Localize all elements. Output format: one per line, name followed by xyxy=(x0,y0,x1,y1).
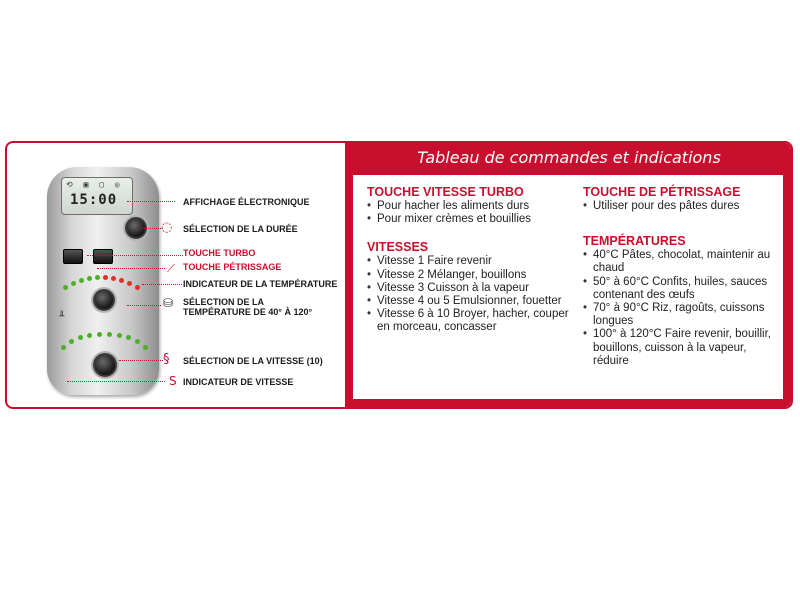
leader-line xyxy=(119,360,163,361)
section-title-temperatures: TEMPÉRATURES xyxy=(583,234,686,249)
temperature-knob[interactable] xyxy=(93,289,115,311)
callout-temperature-selection: SÉLECTION DE LA TEMPÉRATURE DE 40° À 120° xyxy=(183,297,313,317)
callout-duration-selection: SÉLECTION DE LA DURÉE xyxy=(183,224,298,234)
list-item: • 50° à 60°C Confits, huiles, sauces contenant des œufs xyxy=(583,276,779,302)
speed-indicator-icon: S xyxy=(169,374,177,388)
callout-speed-selection: SÉLECTION DE LA VITESSE (10) xyxy=(183,356,323,366)
leader-line xyxy=(142,284,182,285)
vitesses-list xyxy=(367,255,572,334)
lcd-time: 15:00 xyxy=(70,192,118,208)
speed-led xyxy=(97,332,102,337)
leader-line xyxy=(127,305,161,306)
speed-icon: § xyxy=(163,352,170,367)
temperature-led xyxy=(87,276,92,281)
list-item: • Utiliser pour des pâtes dures xyxy=(583,200,779,213)
temperature-led xyxy=(111,276,116,281)
timer-icon: ◌ xyxy=(161,220,173,235)
list-item: • Vitesse 1 Faire revenir xyxy=(367,255,572,268)
callout-electronic-display: AFFICHAGE ÉLECTRONIQUE xyxy=(183,197,310,207)
right-column xyxy=(583,185,779,382)
speed-led xyxy=(135,339,140,344)
callout-temperature-indicator: INDICATEUR DE LA TEMPÉRATURE xyxy=(183,279,338,289)
left-column xyxy=(367,185,572,349)
lcd-display xyxy=(61,177,133,215)
page-title: Tableau de commandes et indications xyxy=(417,148,721,167)
temperature-led xyxy=(79,278,84,283)
section-title-petrissage: TOUCHE DE PÉTRISSAGE xyxy=(583,185,741,199)
temperature-led xyxy=(95,275,100,280)
list-item: • Pour mixer crèmes et bouillies xyxy=(367,213,572,226)
controls-table xyxy=(345,143,793,407)
list-item: • Vitesse 6 à 10 Broyer, hacher, couper en morceau, concasser xyxy=(367,308,572,334)
leader-line xyxy=(87,255,183,256)
list-item: • 100° à 120°C Faire revenir, bouillir, bouillons, cuisson à la vapeur, réduire xyxy=(583,328,779,368)
controls-table-body xyxy=(353,175,783,399)
leader-line xyxy=(97,268,165,269)
temperature-led xyxy=(135,285,140,290)
list-item: • 70° à 90°C Riz, ragoûts, cuissons longues xyxy=(583,302,779,328)
lcd-status-icons: ⟲ ▣ ▢ ◎ xyxy=(66,180,123,189)
petrissage-list xyxy=(583,200,779,213)
callout-turbo-key: TOUCHE TURBO xyxy=(183,248,256,258)
leader-line xyxy=(141,228,163,229)
speed-led xyxy=(143,345,148,350)
kneading-key[interactable] xyxy=(93,249,113,264)
leader-line xyxy=(67,381,165,382)
list-item: • 40°C Pâtes, chocolat, maintenir au chaud xyxy=(583,249,779,275)
speed-led xyxy=(69,339,74,344)
callout-kneading-key: TOUCHE PÉTRISSAGE xyxy=(183,262,282,272)
speed-led xyxy=(87,333,92,338)
turbo-list xyxy=(367,200,572,226)
speed-led xyxy=(126,335,131,340)
list-item: • Vitesse 2 Mélanger, bouillons xyxy=(367,269,572,282)
speed-led xyxy=(78,335,83,340)
temperature-led xyxy=(119,278,124,283)
section-title-vitesses: VITESSES xyxy=(367,240,429,255)
thermometer-icon: ⛁ xyxy=(163,296,174,310)
speed-knob[interactable] xyxy=(93,353,117,377)
kneading-icon: ⟋ xyxy=(167,262,175,275)
speed-led xyxy=(107,332,112,337)
speed-led xyxy=(117,333,122,338)
speed-led xyxy=(61,345,66,350)
mixer-icon: ╨ xyxy=(59,312,65,322)
leader-line xyxy=(127,201,175,202)
callout-speed-indicator: INDICATEUR DE VITESSE xyxy=(183,377,294,387)
section-title-turbo: TOUCHE VITESSE TURBO xyxy=(367,185,524,199)
list-item: • Vitesse 4 ou 5 Emulsionner, fouetter xyxy=(367,295,572,308)
list-item: • Vitesse 3 Cuisson à la vapeur xyxy=(367,282,572,295)
list-item: • Pour hacher les aliments durs xyxy=(367,200,572,213)
turbo-key[interactable] xyxy=(63,249,83,264)
control-panel-card xyxy=(5,141,793,409)
temperature-led xyxy=(127,281,132,286)
temperature-led xyxy=(71,281,76,286)
temperatures-list xyxy=(583,249,779,368)
temperature-led xyxy=(63,285,68,290)
temperature-led xyxy=(103,275,108,280)
